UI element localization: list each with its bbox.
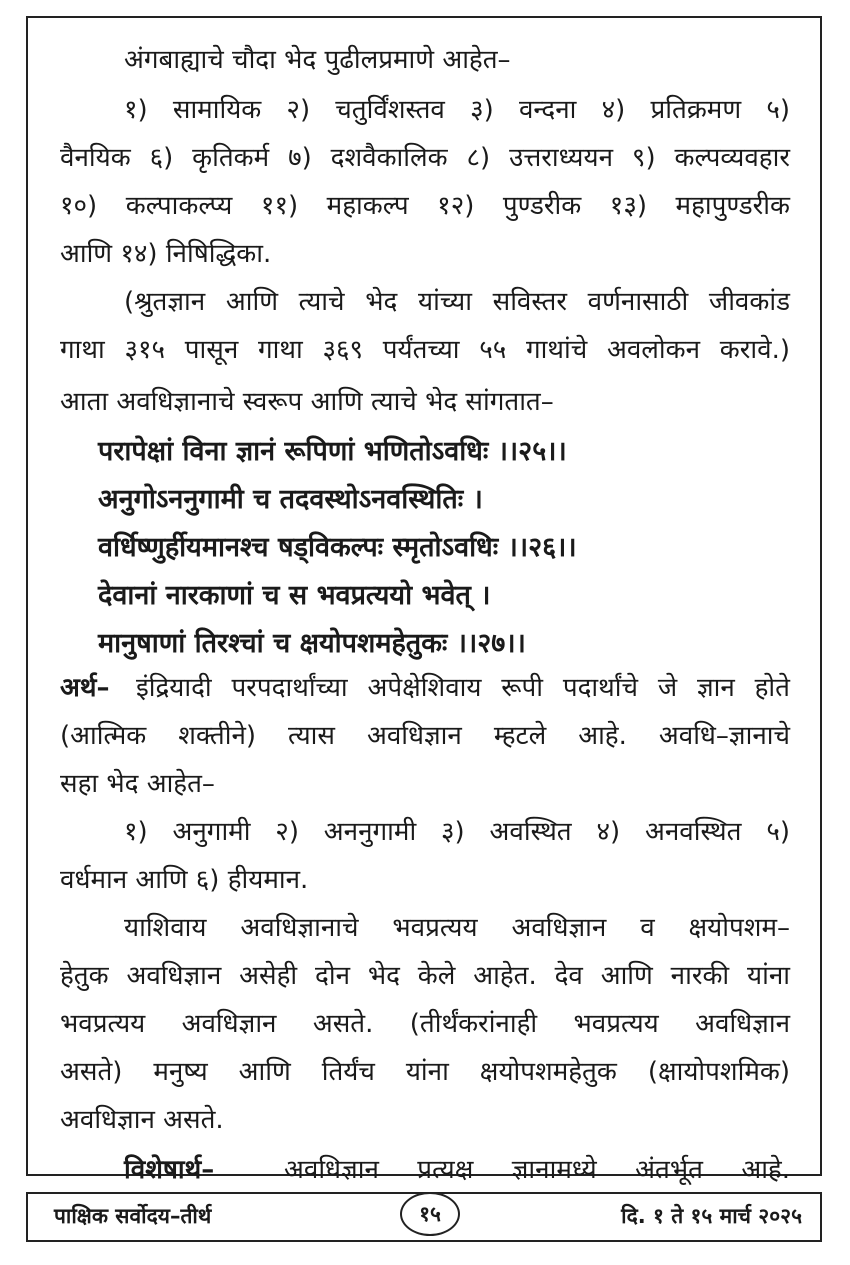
issue-date: दि. १ ते १५ मार्च २०२५ <box>621 1204 802 1228</box>
paragraph-line: आता अवधिज्ञानाचे स्वरूप आणि त्याचे भेद सांगतात– <box>60 387 554 417</box>
paragraph-line: वैनयिक ६) कृतिकर्म ७) दशवैकालिक ८) उत्तराध्ययन ९) कल्पव्यवहार <box>60 143 790 173</box>
paragraph-line: इंद्रियादी परपदार्थांच्या अपेक्षेशिवाय रूपी पदार्थांचे जे ज्ञान होते <box>136 673 790 703</box>
visheshartha-label: विशेषार्थ– <box>124 1155 215 1185</box>
paragraph-line: १०) कल्पाकल्प्य ११) महाकल्प १२) पुण्डरीक १३) महापुण्डरीक <box>60 191 790 221</box>
paragraph-line: हेतुक अवधिज्ञान असेही दोन भेद केले आहेत. देव आणि नारकी यांना <box>60 961 790 991</box>
paragraph-line: भवप्रत्यय अवधिज्ञान असते. (तीर्थंकरांनाही भवप्रत्यय अवधिज्ञान <box>60 1009 790 1039</box>
footer <box>26 1192 822 1242</box>
paragraph-line: १) अनुगामी २) अननुगामी ३) अवस्थित ४) अनवस्थित ५) <box>124 817 790 847</box>
paragraph-line: अवधिज्ञान प्रत्यक्ष ज्ञानामध्ये अंतर्भूत आहे. <box>284 1155 790 1185</box>
paragraph-line: सहा भेद आहेत– <box>60 769 215 799</box>
paragraph-line: गाथा ३१५ पासून गाथा ३६९ पर्यंतच्या ५५ गाथांचे अवलोकन करावे.) <box>60 335 790 365</box>
verse-line: अनुगोऽननुगामी च तदवस्थोऽनवस्थितिः । <box>98 484 483 515</box>
paragraph-line: अंगबाह्याचे चौदा भेद पुढीलप्रमाणे आहेत– <box>124 45 511 75</box>
verse-line: वर्धिष्णुर्हीयमानश्च षड्विकल्पः स्मृतोऽवधिः ।।२६।। <box>98 532 577 563</box>
paragraph-line: वर्धमान आणि ६) हीयमान. <box>60 865 309 895</box>
artha-label: अर्थ– <box>60 673 110 703</box>
paragraph-line: (श्रुतज्ञान आणि त्याचे भेद यांच्या सविस्तर वर्णनासाठी जीवकांड <box>124 287 790 317</box>
paragraph-line: १) सामायिक २) चतुर्विंशस्तव ३) वन्दना ४) प्रतिक्रमण ५) <box>124 95 790 125</box>
page-number: १५ <box>400 1192 460 1236</box>
publication-name: पाक्षिक सर्वोदय–तीर्थ <box>54 1204 212 1228</box>
verse-line: मानुषाणां तिरश्चां च क्षयोपशमहेतुकः ।।२७।। <box>98 628 526 659</box>
paragraph-line: अवधिज्ञान असते. <box>60 1105 224 1135</box>
paragraph-line: याशिवाय अवधिज्ञानाचे भवप्रत्यय अवधिज्ञान व क्षयोपशम– <box>124 913 790 943</box>
paragraph-line: असते) मनुष्य आणि तिर्यंच यांना क्षयोपशमहेतुक (क्षायोपशमिक) <box>60 1057 790 1087</box>
verse-line: परापेक्षां विना ज्ञानं रूपिणां भणितोऽवधिः ।।२५।। <box>98 436 567 467</box>
paragraph-line: (आत्मिक शक्तीने) त्यास अवधिज्ञान म्हटले आहे. अवधि–ज्ञानाचे <box>60 721 790 751</box>
paragraph-line: आणि १४) निषिद्धिका. <box>60 239 272 269</box>
main-content-box <box>26 16 822 1185</box>
verse-line: देवानां नारकाणां च स भवप्रत्ययो भवेत् । <box>98 580 491 611</box>
